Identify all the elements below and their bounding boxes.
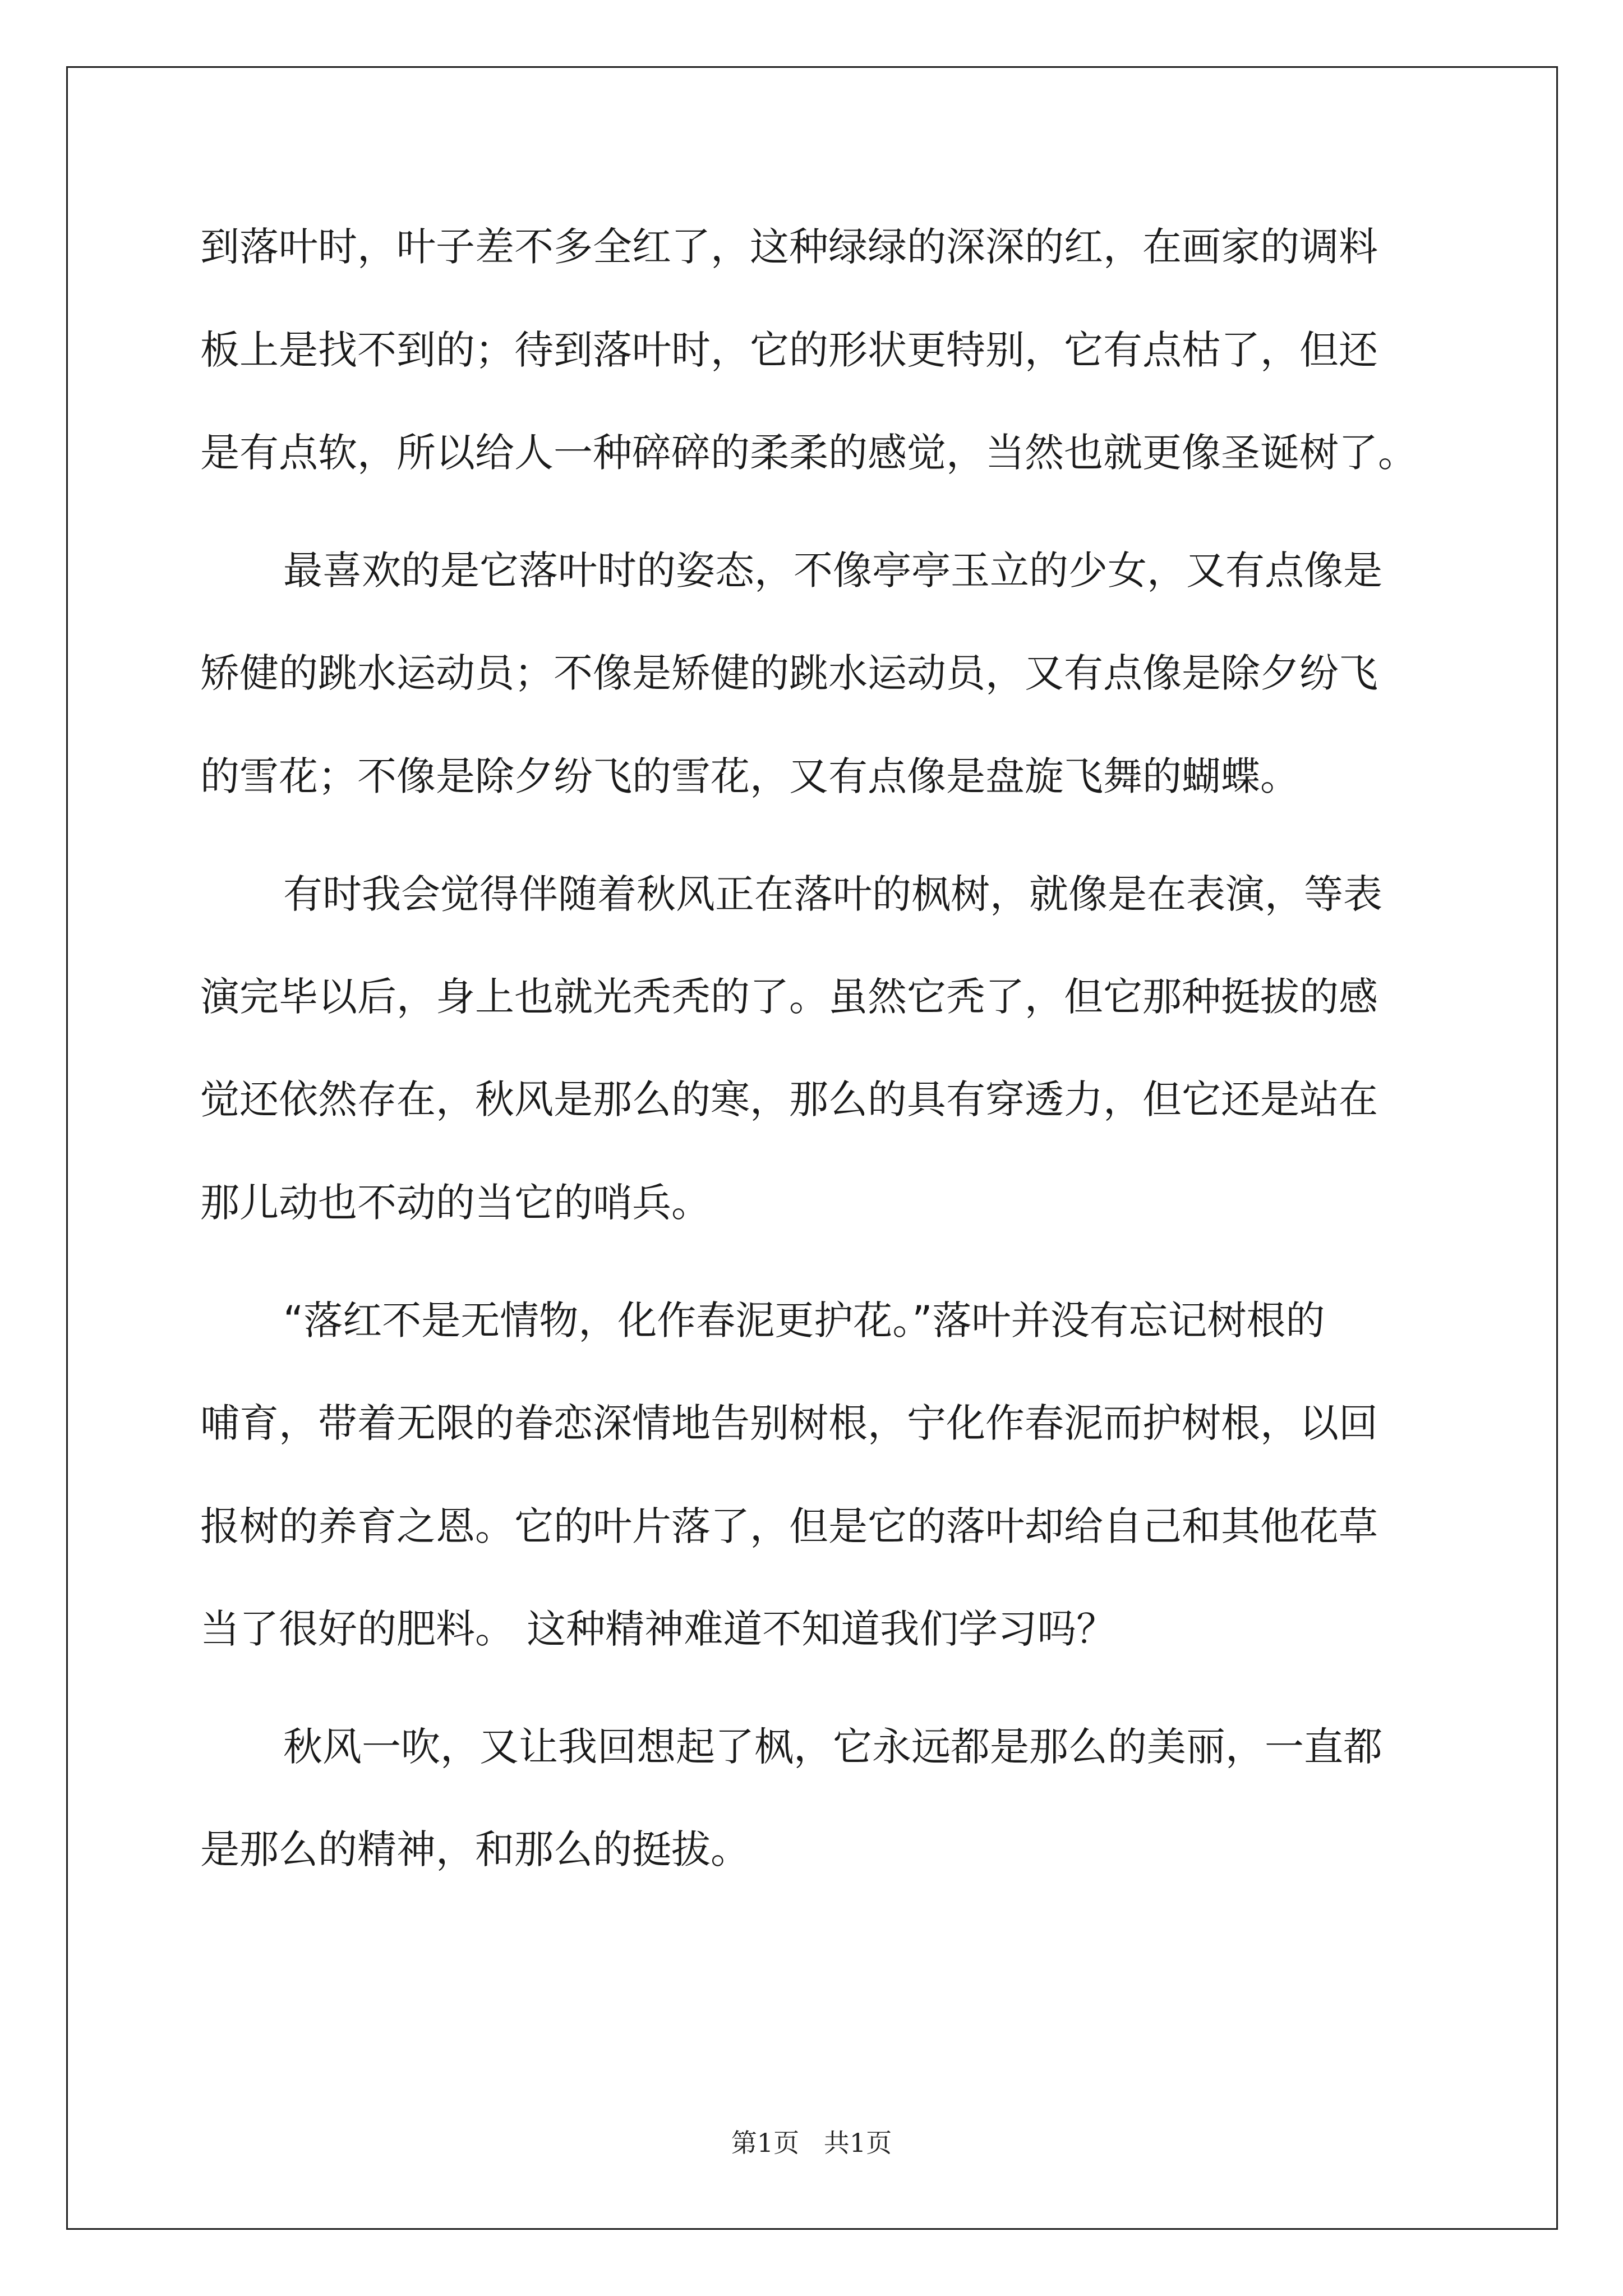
text-line: 是那么的精神，和那么的挺拔。 [200, 1826, 750, 1872]
text-line: 有时我会觉得伴随着秋风正在落叶的枫树，就像是在表演，等表 [283, 871, 1382, 917]
text-line: 到落叶时，叶子差不多全红了，这种绿绿的深深的红，在画家的调料 [200, 224, 1378, 270]
text-line: 演完毕以后，身上也就光秃秃的了。虽然它秃了，但它那种挺拔的感 [200, 974, 1378, 1020]
text-line: 哺育，带着无限的眷恋深情地告别树根，宁化作春泥而护树根，以回 [200, 1400, 1378, 1446]
text-line: 的雪花；不像是除夕纷飞的雪花，又有点像是盘旋飞舞的蝴蝶。 [200, 753, 1299, 799]
text-line: 板上是找不到的；待到落叶时，它的形状更特别，它有点枯了，但还 [200, 327, 1378, 373]
page-number-label: 第1页 共1页 [731, 2128, 892, 2158]
text-line: 秋风一吹，又让我回想起了枫，它永远都是那么的美丽，一直都 [283, 1724, 1382, 1770]
page-footer [0, 2126, 1623, 2160]
text-line: 最喜欢的是它落叶时的姿态，不像亭亭玉立的少女，又有点像是 [283, 547, 1382, 593]
text-line: 那儿动也不动的当它的哨兵。 [200, 1180, 711, 1226]
text-line: 报树的养育之恩。它的叶片落了，但是它的落叶却给自己和其他花草 [200, 1503, 1378, 1549]
text-line: 当了很好的肥料。 这种精神难道不知道我们学习吗？ [200, 1606, 1116, 1652]
page-border [66, 66, 1558, 2230]
text-line: “落红不是无情物，化作春泥更护花。”落叶并没有忘记树根的 [283, 1297, 1325, 1343]
text-line: 是有点软，所以给人一种碎碎的柔柔的感觉，当然也就更像圣诞树了。 [200, 430, 1417, 476]
text-line: 矫健的跳水运动员；不像是矫健的跳水运动员，又有点像是除夕纷飞 [200, 650, 1378, 696]
text-line: 觉还依然存在，秋风是那么的寒，那么的具有穿透力，但它还是站在 [200, 1076, 1378, 1122]
